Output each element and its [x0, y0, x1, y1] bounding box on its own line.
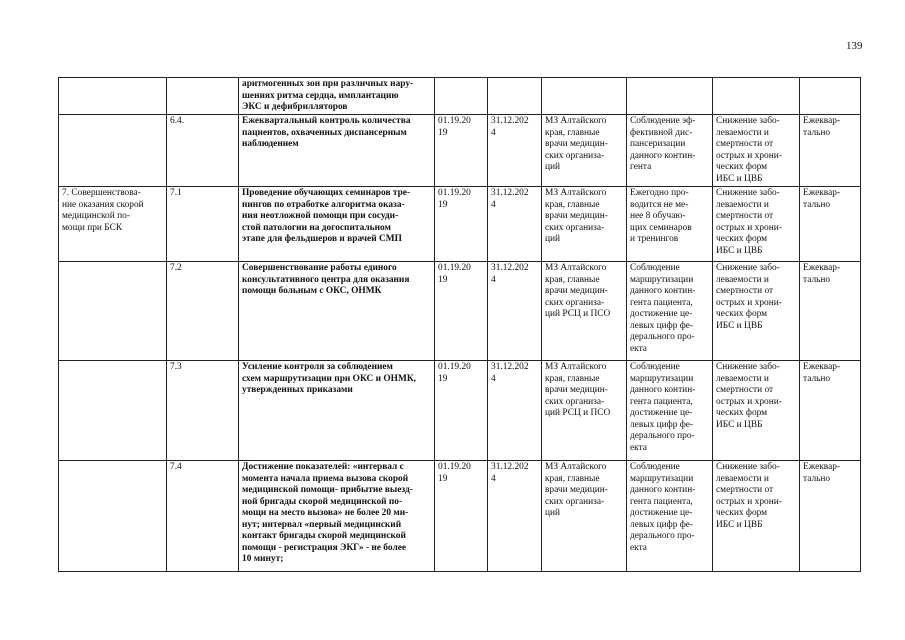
result-cell: Соблюдение маршрутизации данного контин- гента пациента, достижение це- левых цифр фе- дерального про- екта: [627, 461, 713, 572]
end-date-cell: 31.12.202 4: [488, 187, 542, 262]
section-cell: [59, 361, 167, 461]
table-row: [59, 115, 861, 187]
end-date-cell: 31.12.202 4: [488, 461, 542, 572]
indicator-cell: Снижение забо- леваемости и смертности от острых и хрони- ческих форм ИБС и ЦВБ: [713, 187, 800, 262]
start-date-cell: 01.19.20 19: [435, 262, 488, 361]
executor-cell: МЗ Алтайского края, главные врачи медицин- ских организа- ций: [542, 115, 627, 187]
result-cell: Соблюдение эф- фективной дис- пансеризации данного контин- гента: [627, 115, 713, 187]
executor-cell: МЗ Алтайского края, главные врачи медицин- ских организа- ций: [542, 187, 627, 262]
executor-cell: МЗ Алтайского края, главные врачи медицин- ских организа- ций: [542, 461, 627, 572]
frequency-cell: Ежеквар- тально: [800, 361, 861, 461]
frequency-cell: Ежеквар- тально: [800, 115, 861, 187]
end-date-cell: 31.12.202 4: [488, 361, 542, 461]
start-date-cell: 01.19.20 19: [435, 461, 488, 572]
table-row: [59, 78, 861, 115]
end-date-cell: [488, 78, 542, 115]
executor-cell: МЗ Алтайского края, главные врачи медицин- ских организа- ций РСЦ и ПСО: [542, 361, 627, 461]
code-cell: 7.2: [167, 262, 239, 361]
code-cell: 7.4: [167, 461, 239, 572]
start-date-cell: 01.19.20 19: [435, 187, 488, 262]
indicator-cell: Снижение забо- леваемости и смертности от острых и хрони- ческих форм ИБС и ЦВБ: [713, 115, 800, 187]
frequency-cell: [800, 78, 861, 115]
frequency-cell: Ежеквар- тально: [800, 187, 861, 262]
start-date-cell: 01.19.20 19: [435, 115, 488, 187]
code-cell: [167, 78, 239, 115]
indicator-cell: Снижение забо- леваемости и смертности от острых и хрони- ческих форм ИБС и ЦВБ: [713, 361, 800, 461]
section-cell: [59, 262, 167, 361]
result-cell: [627, 78, 713, 115]
executor-cell: МЗ Алтайского края, главные врачи медицин- ских организа- ций РСЦ и ПСО: [542, 262, 627, 361]
page-number: 139: [846, 40, 863, 52]
result-cell: Ежегодно про- водится не ме- нее 8 обучаю- щих семинаров и тренингов: [627, 187, 713, 262]
table-row: [59, 187, 861, 262]
indicator-cell: [713, 78, 800, 115]
measure-cell: Ежеквартальный контроль количества пациентов, охваченных диспансерным наблюдением: [239, 115, 435, 187]
code-cell: 6.4.: [167, 115, 239, 187]
measure-cell: Совершенствование работы единого консультативного центра для оказания помощи больным с ОКС, ОНМК: [239, 262, 435, 361]
frequency-cell: Ежеквар- тально: [800, 461, 861, 572]
start-date-cell: [435, 78, 488, 115]
section-cell: [59, 461, 167, 572]
measure-cell: Усиление контроля за соблюдением схем маршрутизации при ОКС и ОНМК, утвержденных приказами: [239, 361, 435, 461]
measure-cell: Проведение обучающих семинаров тре- нингов по отработке алгоритма оказа- ния неотложной помощи при сосуди- стой патологии на догоспитальном этапе для фельдшеров и врачей СМП: [239, 187, 435, 262]
result-cell: Соблюдение маршрутизации данного контин- гента пациента, достижение це- левых цифр фе- дерального про- екта: [627, 361, 713, 461]
code-cell: 7.1: [167, 187, 239, 262]
indicator-cell: Снижение забо- леваемости и смертности от острых и хрони- ческих форм ИБС и ЦВБ: [713, 461, 800, 572]
end-date-cell: 31.12.202 4: [488, 115, 542, 187]
table-row: [59, 361, 861, 461]
table-row: [59, 262, 861, 361]
section-cell: [59, 115, 167, 187]
measure-cell: аритмогенных зон при различных нару- шениях ритма сердца, имплантацию ЭКС и дефибрилляторов: [239, 78, 435, 115]
executor-cell: [542, 78, 627, 115]
frequency-cell: Ежеквар- тально: [800, 262, 861, 361]
section-cell: [59, 78, 167, 115]
measure-cell: Достижение показателей: «интервал с момента начала приема вызова скорой медицинской помощи- прибытие выезд- ной бригады скорой медицинской по- мощи на место вызова» не более 20 ми- нут; интервал «первый медицинский контакт бригады скорой медицинской помощи - регистрация ЭКГ» - не более 10 минут;: [239, 461, 435, 572]
result-cell: Соблюдение маршрутизации данного контин- гента пациента, достижение це- левых цифр фе- дерального про- екта: [627, 262, 713, 361]
action-plan-table: [58, 77, 861, 572]
code-cell: 7.3: [167, 361, 239, 461]
table-row: [59, 461, 861, 572]
section-cell: 7. Совершенствова- ние оказания скорой медицинской по- мощи при БСК: [59, 187, 167, 262]
start-date-cell: 01.19.20 19: [435, 361, 488, 461]
indicator-cell: Снижение забо- леваемости и смертности от острых и хрони- ческих форм ИБС и ЦВБ: [713, 262, 800, 361]
end-date-cell: 31.12.202 4: [488, 262, 542, 361]
